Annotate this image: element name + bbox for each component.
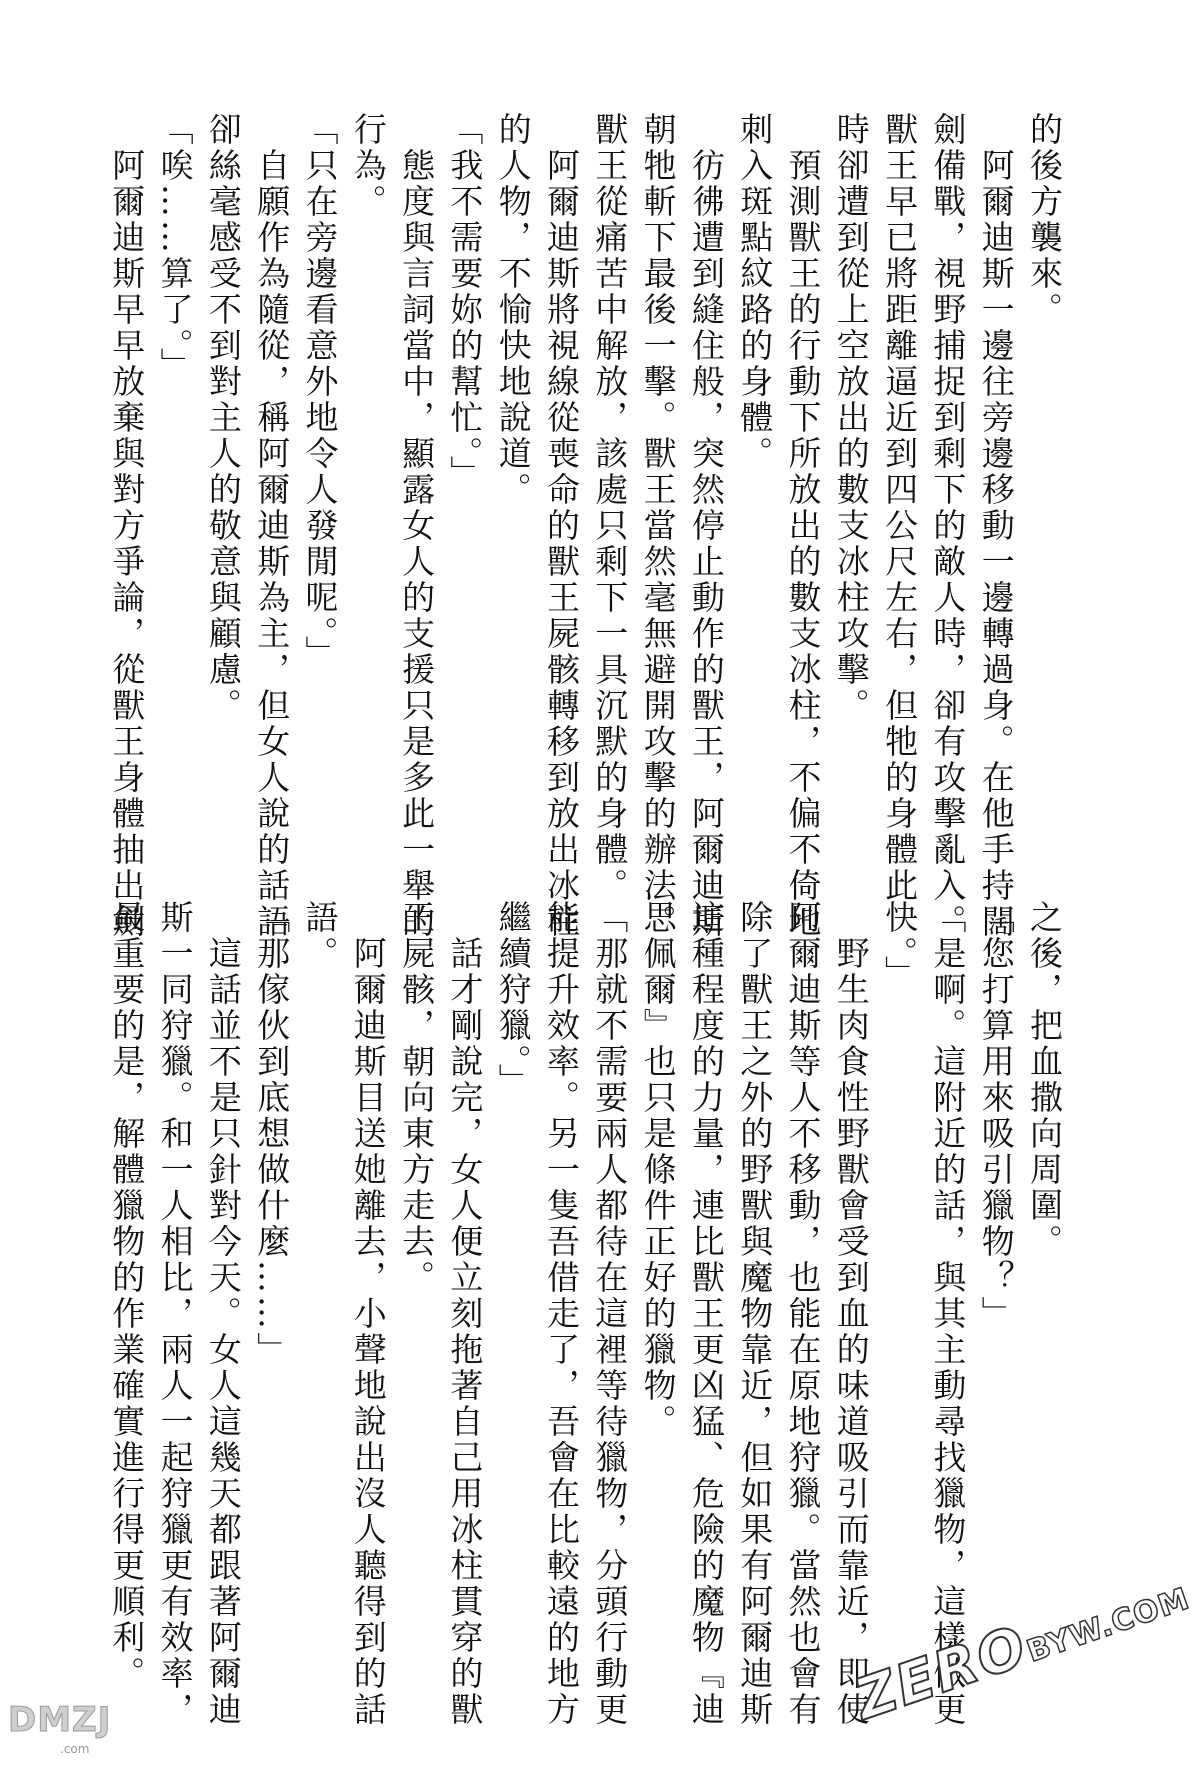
text-column: 最重要的是，解體獵物的作業確實進行得更順利。 xyxy=(107,900,147,1692)
text-column: 劍備戰，視野捕捉到剩下的敵人時，卻有攻擊亂入。 xyxy=(928,112,968,940)
text-column: 的人物，不愉快地說道。 xyxy=(493,112,533,508)
text-column: 刺入斑點紋路的身體。 xyxy=(735,112,775,472)
text-column: 阿爾迪斯早早放棄與對方爭論，從獸王身體抽出劍 xyxy=(107,112,147,940)
text-column: 「您打算用來吸引獵物？」 xyxy=(976,900,1016,1332)
text-column: 阿爾迪斯一邊往旁邊移動一邊轉過身。在他手持闊 xyxy=(976,112,1016,940)
text-column: 獸王早已將距離逼近到四公尺左右，但牠的身體此 xyxy=(880,112,920,904)
text-column: 「只在旁邊看意外地令人發閒呢。」 xyxy=(300,112,340,672)
text-column: 阿爾迪斯等人不移動，也能在原地狩獵。當然也會有 xyxy=(783,900,823,1728)
text-column: 思佩爾』也只是條件正好的獵物。 xyxy=(638,900,678,1440)
text-column: 除了獸王之外的野獸與魔物靠近，但如果有阿爾迪斯 xyxy=(735,900,775,1728)
text-column: 「唉……算了。」 xyxy=(155,112,195,384)
text-column: 獸王從痛苦中解放，該處只剩下一具沉默的身體。 xyxy=(590,112,630,904)
text-column: 「我不需要妳的幫忙。」 xyxy=(445,112,485,492)
text-column: 王屍骸，朝向東方走去。 xyxy=(397,900,437,1296)
site-watermark-right xyxy=(847,1559,1196,1733)
text-column: 這話並不是只針對今天。女人這幾天都跟著阿爾迪 xyxy=(203,900,243,1728)
text-column: 卻絲毫感受不到對主人的敬意與顧慮。 xyxy=(203,112,243,724)
text-column: 斯一同狩獵。和一人相比，兩人一起狩獵更有效率， xyxy=(155,900,195,1728)
watermark-left-main: DMZJ xyxy=(8,1700,112,1740)
text-column: 朝牠斬下最後一擊。獸王當然毫無避開攻擊的辦法。 xyxy=(638,112,678,940)
text-column: 態度與言詞當中，顯露女人的支援只是多此一舉的 xyxy=(397,112,437,940)
text-column: 快。」 xyxy=(880,900,920,992)
watermark-left-sub: .com xyxy=(60,1742,90,1756)
text-column: 「是啊。這附近的話，與其主動尋找獵物，這樣做更 xyxy=(928,900,968,1728)
text-column: 預測獸王的行動下所放出的數支冰柱，不偏不倚地 xyxy=(783,112,823,940)
text-column: 語。 xyxy=(300,900,340,972)
text-column: 阿爾迪斯目送她離去，小聲地說出沒人聽得到的話 xyxy=(348,900,388,1728)
text-column: 行為。 xyxy=(348,112,388,220)
text-column: 繼續狩獵。」 xyxy=(493,900,533,1100)
watermark-right-main: ZERO xyxy=(846,1613,1036,1733)
text-column: 自願作為隨從，稱阿爾迪斯為主，但女人說的話語 xyxy=(252,112,292,940)
text-column: 「那就不需要兩人都待在這裡等待獵物，分頭行動更 xyxy=(590,900,630,1728)
text-column: 話才剛說完，女人便立刻拖著自己用冰柱貫穿的獸 xyxy=(445,900,485,1728)
text-column: 阿爾迪斯將視線從喪命的獸王屍骸轉移到放出冰柱 xyxy=(542,112,581,940)
text-column: 時卻遭到從上空放出的數支冰柱攻擊。 xyxy=(831,112,871,724)
text-column: 這種程度的力量，連比獸王更凶猛、危險的魔物『迪 xyxy=(686,900,726,1728)
text-column: 野生肉食性野獸會受到血的味道吸引而靠近，即使 xyxy=(831,900,871,1728)
text-column: 彷彿遭到縫住般，突然停止動作的獸王，阿爾迪斯 xyxy=(686,112,726,940)
text-column: 的後方襲來。 xyxy=(1025,112,1064,328)
text-column: 能提升效率。另一隻吾借走了，吾會在比較遠的地方 xyxy=(542,900,581,1728)
text-column: 「那傢伙到底想做什麼……」 xyxy=(252,900,292,1368)
text-column: 之後，把血撒向周圍。 xyxy=(1025,900,1064,1260)
watermark-right-sub: BYW.COM xyxy=(1022,1581,1195,1670)
